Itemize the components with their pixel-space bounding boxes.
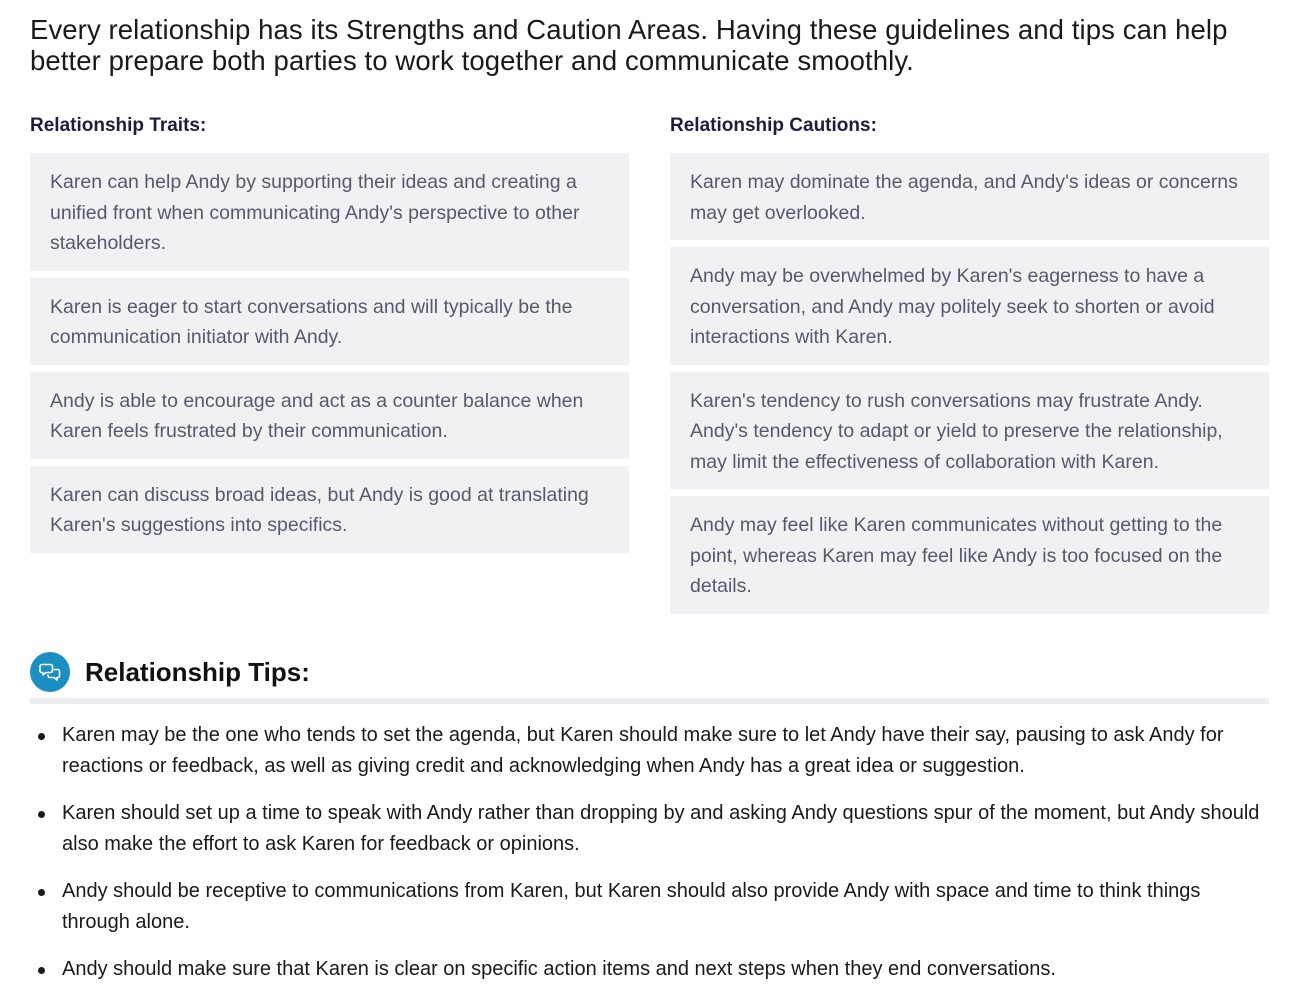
tips-title: Relationship Tips:	[85, 657, 310, 687]
relationship-guide	[30, 14, 1269, 980]
intro-text: Every relationship has its Strengths and Caution Areas. Having these guidelines and tips can help better prepare both parties to work together and communicate smoothly.	[30, 14, 1228, 76]
traits-list	[30, 153, 629, 560]
tip-item	[30, 954, 1269, 985]
caution-card: Andy may be overwhelmed by Karen's eagerness to have a conversation, and Andy may politely seek to shorten or avoid interactions with Karen.	[670, 247, 1269, 365]
caution-card: Andy may feel like Karen communicates without getting to the point, whereas Karen may feel like Andy is too focused on the details.	[670, 496, 1269, 614]
caution-card: Karen may dominate the agenda, and Andy's ideas or concerns may get overlooked.	[670, 153, 1269, 240]
trait-card: Andy is able to encourage and act as a counter balance when Karen feels frustrated by their communication.	[30, 372, 629, 459]
tips-header	[30, 652, 1269, 692]
tip-item	[30, 876, 1269, 938]
tips-divider	[30, 698, 1269, 704]
cautions-list	[670, 153, 1269, 621]
caution-card: Karen's tendency to rush conversations may frustrate Andy. Andy's tendency to adapt or yield to preserve the relationship, may limit the effectiveness of collaboration with Karen.	[670, 372, 1269, 490]
traits-cautions-columns	[30, 114, 1269, 634]
traits-heading: Relationship Traits:	[30, 115, 207, 136]
tip-text: Karen should set up a time to speak with Andy rather than dropping by and asking Andy questions spur of the moment, but Andy should also make the effort to ask Karen for feedback or opinions.	[62, 802, 1260, 855]
tip-text: Andy should make sure that Karen is clear on specific action items and next steps when they end conversations.	[62, 958, 1056, 980]
chat-bubbles-icon	[30, 652, 70, 692]
bullet-icon	[38, 733, 45, 740]
tip-item	[30, 798, 1269, 860]
cautions-heading: Relationship Cautions:	[670, 115, 877, 136]
bullet-icon	[38, 889, 45, 896]
trait-card: Karen is eager to start conversations and will typically be the communication initiator with Andy.	[30, 278, 629, 365]
tip-item	[30, 720, 1269, 782]
bullet-icon	[38, 967, 45, 974]
traits-column	[30, 114, 629, 536]
tips-list	[30, 720, 1269, 1001]
tip-text: Andy should be receptive to communications from Karen, but Karen should also provide Andy with space and time to think things through alone.	[62, 880, 1201, 933]
trait-card: Karen can discuss broad ideas, but Andy is good at translating Karen's suggestions into specifics.	[30, 466, 629, 553]
trait-card: Karen can help Andy by supporting their ideas and creating a unified front when communicating Andy's perspective to other stakeholders.	[30, 153, 629, 271]
cautions-column	[670, 114, 1269, 597]
tip-text: Karen may be the one who tends to set the agenda, but Karen should make sure to let Andy have their say, pausing to ask Andy for reactions or feedback, as well as giving credit and acknowledging when Andy has a great idea or suggestion.	[62, 724, 1224, 777]
bullet-icon	[38, 811, 45, 818]
